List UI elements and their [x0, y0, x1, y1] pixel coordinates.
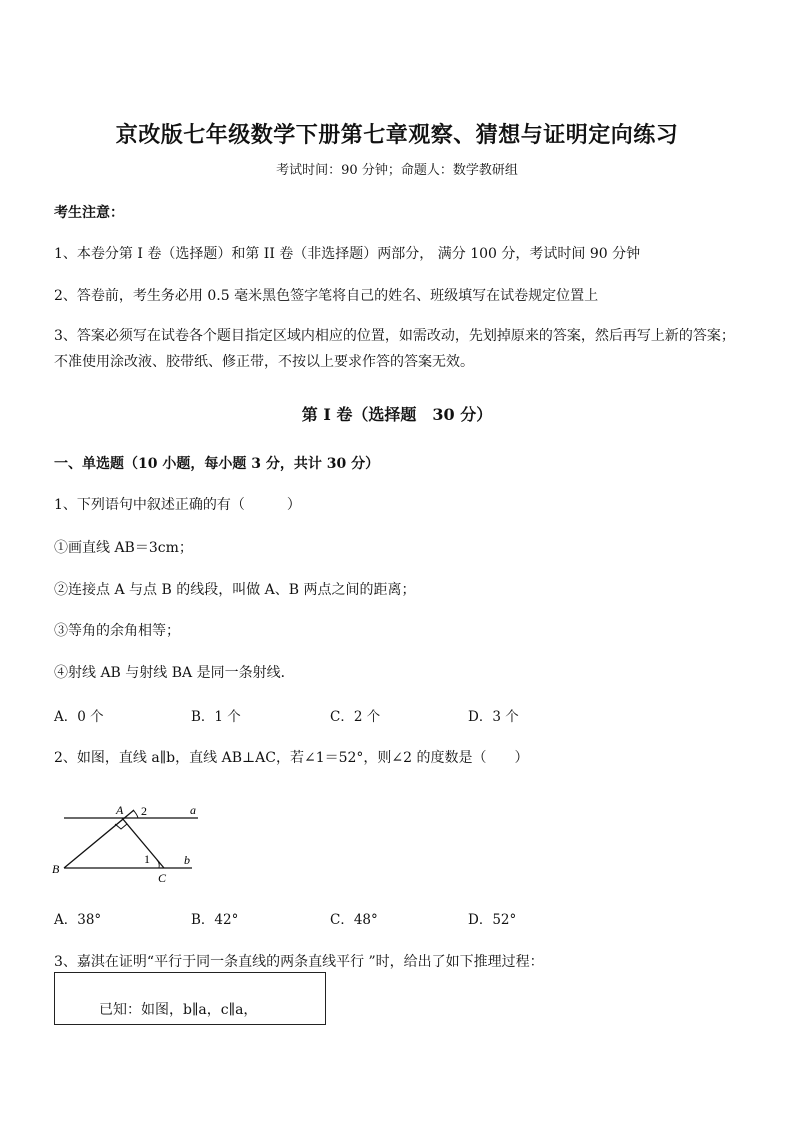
notice-heading: 考生注意： — [54, 205, 124, 221]
part-heading: 一、单选题（10 小题，每小题 3 分，共计 30 分） — [54, 456, 380, 472]
angle-2-arc — [133, 810, 138, 818]
q1-option-b: B．1 个 — [191, 709, 241, 725]
label-b: b — [184, 853, 190, 867]
notice-item-1: 1、本卷分第 I 卷（选择题）和第 II 卷（非选择题）两部分， 满分 100 分，考试时间 90 分钟 — [54, 246, 641, 262]
q1-statement-4: ④射线 AB 与射线 BA 是同一条射线． — [54, 665, 295, 681]
q3-given-text: 已知：如图，b∥a，c∥a， — [99, 1002, 258, 1018]
q1-statement-3: ③等角的余角相等； — [54, 623, 180, 639]
q2-stem: 2、如图，直线 a∥b，直线 AB⊥AC，若∠1＝52°，则∠2 的度数是（ ） — [54, 750, 529, 766]
label-a: a — [190, 803, 196, 817]
label-angle-1: 1 — [144, 852, 150, 866]
q2-option-c: C．48° — [330, 912, 378, 928]
notice-item-3: 3、答案必须写在试卷各个题目指定区域内相应的位置，如需改动，先划掉原来的答案，然后再写上新的答案；不准使用涂改液、胶带纸、修正带，不按以上要求作答的答案无效。 — [54, 328, 735, 370]
label-angle-2: 2 — [141, 804, 147, 818]
q1-stem: 1、下列语句中叙述正确的有（ ） — [54, 497, 301, 513]
label-B: B — [52, 862, 60, 876]
q2-geometry-figure — [50, 796, 210, 888]
q1-statement-1: ①画直线 AB＝3cm； — [54, 540, 193, 556]
q1-statement-2: ②连接点 A 与点 B 的线段，叫做 A、B 两点之间的距离； — [54, 582, 416, 598]
label-A: A — [116, 803, 124, 817]
section-title: 第 I 卷（选择题 30 分） — [301, 405, 493, 424]
q3-proof-box — [54, 972, 326, 1025]
q1-option-d: D．3 个 — [468, 709, 519, 725]
exam-info: 考试时间：90 分钟；命题人：数学教研组 — [276, 163, 518, 178]
q1-option-c: C．2 个 — [330, 709, 381, 725]
q2-option-a: A．38° — [54, 912, 102, 928]
q3-stem: 3、嘉淇在证明“平行于同一条直线的两条直线平行 ”时，给出了如下推理过程： — [54, 954, 544, 970]
q2-option-d: D．52° — [468, 912, 517, 928]
q1-option-a: A．0 个 — [54, 709, 104, 725]
page-title: 京改版七年级数学下册第七章观察、猜想与证明定向练习 — [115, 122, 679, 148]
label-C: C — [158, 871, 167, 885]
q2-option-b: B．42° — [191, 912, 239, 928]
line-ab — [64, 810, 134, 868]
notice-item-2: 2、答卷前，考生务必用 0.5 毫米黑色签字笔将自己的姓名、班级填写在试卷规定位置上 — [54, 288, 599, 304]
